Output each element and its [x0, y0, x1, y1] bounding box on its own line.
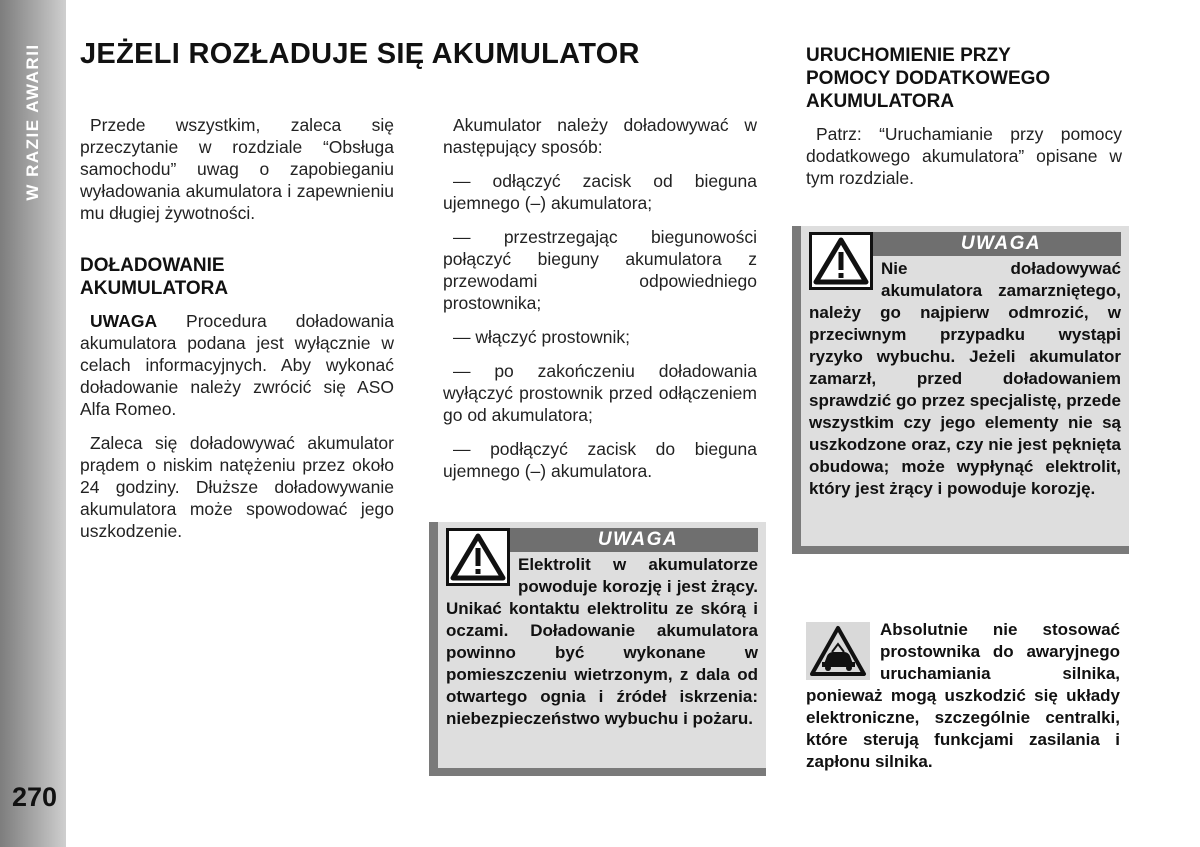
- step-item: — podłączyć zacisk do bieguna ujemnego (–) akumulatora.: [443, 439, 757, 481]
- jump-start-paragraph: Patrz: “Uruchamianie przy pomocy dodatkowego akumulatora” opisane w tym rozdziale.: [806, 124, 1122, 188]
- intro-paragraph: Przede wszystkim, zaleca się przeczytanie w rozdziale “Obsługa samochodu” uwag o zapobieganiu wyładowania akumulatora i zapewnieniu mu długiej żywotności.: [80, 115, 394, 223]
- column-middle: [443, 114, 757, 494]
- warning-text: Nie doładowywać akumulatora zamarzniętego, należy go najpierw odmrozić, w przeciwnym przypadku wystąpi ryzyko wybuchu. Jeżeli akumulator zamarzł, przed doładowaniem sprawdzić go przez specjalistę, przede wszystkim czy jego elementy nie są uszkodzone oraz, czy nie jest pęknięta obudowa; może wypłynąć elektrolit, który jest żrący i powoduje korozję.: [809, 259, 1121, 498]
- step-item: — po zakończeniu doładowania wyłączyć prostownik przed odłączeniem go od akumulatora;: [443, 361, 757, 425]
- charging-paragraph: Zaleca się doładowywać akumulator prądem o niskim natężeniu przez około 24 godziny. Dłuższe doładowywanie akumulatora może spowodować jego uszkodzenie.: [80, 433, 394, 541]
- section-heading-line-2: AKUMULATORA: [80, 278, 229, 299]
- warning-triangle-icon: [809, 232, 873, 290]
- note-no-charger: [806, 619, 1120, 773]
- uwaga-label: UWAGA: [90, 311, 158, 331]
- note-text: Absolutnie nie stosować prostownika do awaryjnego uruchamiania silnika, ponieważ mogą uszkodzić się układy elektroniczne, szczególnie centralki, które sterują funkcjami zasilania i zapłonu silnika.: [806, 620, 1120, 771]
- car-warning-icon: [806, 622, 870, 680]
- uwaga-paragraph: [80, 310, 394, 420]
- section-label: W RAZIE AWARII: [23, 43, 42, 201]
- step-item: — przestrzegając biegunowości połączyć bieguny akumulatora z przewodami odpowiedniego prostownika;: [443, 227, 757, 313]
- column-right: [806, 44, 1122, 201]
- warning-box-frozen: [801, 226, 1129, 546]
- step-item: — włączyć prostownik;: [453, 327, 630, 347]
- jump-start-heading-line-1: URUCHOMIENIE PRZY: [806, 45, 1011, 66]
- steps-intro: Akumulator należy doładowywać w następujący sposób:: [443, 115, 757, 157]
- step-item: — odłączyć zacisk od bieguna ujemnego (–) akumulatora;: [443, 171, 757, 213]
- column-left: [80, 114, 394, 554]
- warning-header: UWAGA: [446, 528, 758, 552]
- jump-start-heading-line-2: POMOCY DODATKOWEGO: [806, 68, 1051, 89]
- jump-start-heading-line-3: AKUMULATORA: [806, 91, 955, 112]
- uwaga-text: Procedura doładowania akumulatora podana jest wyłącznie w celach informacyjnych. Aby wykonać doładowanie należy zwrócić się ASO Alfa Romeo.: [80, 311, 394, 419]
- warning-text: Elektrolit w akumulatorze powoduje korozję i jest żrący. Unikać kontaktu elektrolitu ze skórą i oczami. Doładowanie akumulatora powinno być wykonane w pomieszczeniu wietrzonym, z dala od otwartego ognia i źródeł iskrzenia: niebezpieczeństwo wybuchu i pożaru.: [446, 555, 758, 728]
- page-title: JEŻELI ROZŁADUJE SIĘ AKUMULATOR: [80, 38, 640, 70]
- warning-box-electrolyte: [438, 522, 766, 768]
- warning-header: UWAGA: [809, 232, 1121, 256]
- page-number: 270: [12, 782, 58, 812]
- warning-triangle-icon: [446, 528, 510, 586]
- section-heading-line-1: DOŁADOWANIE: [80, 255, 225, 276]
- sidebar: [0, 0, 66, 847]
